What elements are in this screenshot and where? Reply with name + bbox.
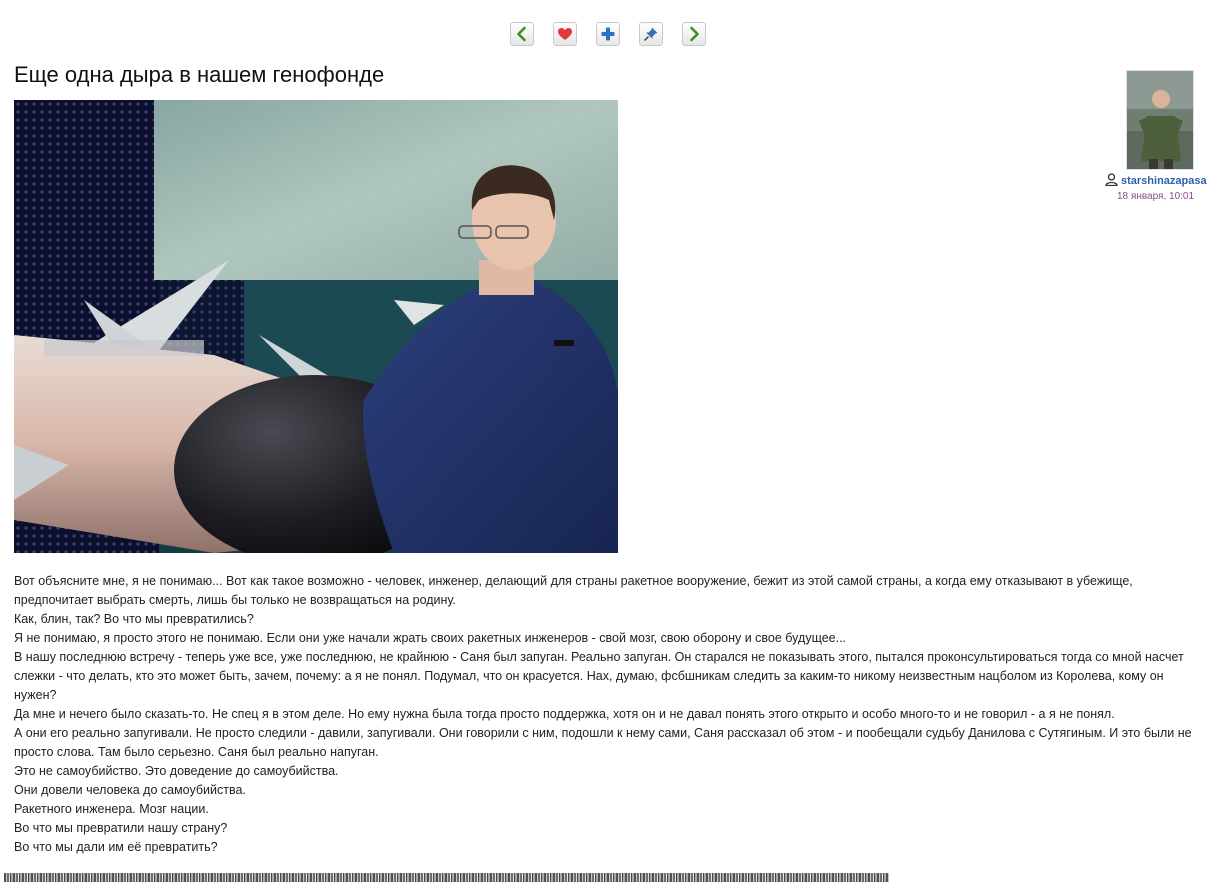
- paragraph: Да мне и нечего было сказать-то. Не спец я в этом деле. Но ему нужна была тогда просто поддержка, хотя он и не давал понять этого открыто и особо много-то и не говорил - а я не понял.: [14, 707, 1115, 721]
- previous-post-button[interactable]: [510, 22, 534, 46]
- post-title: Еще одна дыра в нашем генофонде: [14, 62, 385, 87]
- paragraph: Во что мы дали им её превратить?: [14, 840, 218, 854]
- pin-post-button[interactable]: [639, 22, 663, 46]
- plus-icon: [600, 26, 616, 42]
- paragraph: Ракетного инженера. Мозг нации.: [14, 802, 209, 816]
- paragraph: Это не самоубийство. Это доведение до самоубийства.: [14, 764, 339, 778]
- paragraph: Как, блин, так? Во что мы превратились?: [14, 612, 254, 626]
- paragraph: Во что мы превратили нашу страну?: [14, 821, 228, 835]
- arrow-left-icon: [514, 26, 530, 42]
- next-post-button[interactable]: [682, 22, 706, 46]
- heart-icon: [557, 26, 573, 42]
- paragraph: Я не понимаю, я просто этого не понимаю. Если они уже начали жрать своих ракетных инженеров - свой мозг, свою оборону и свое будущее...: [14, 631, 847, 645]
- avatar[interactable]: [1126, 70, 1194, 170]
- add-to-favorites-button[interactable]: [553, 22, 577, 46]
- paragraph: А они его реально запугивали. Не просто следили - давили, запугивали. Они говорили с ним, подошли к нему сами, Саня рассказал об этом - и пообещали судьбу Данилова с Сутягиным. И это были не просто слова. Там было серьезно. Саня был реально напуган.: [14, 726, 1192, 759]
- author-link[interactable]: [1105, 173, 1207, 189]
- post-photo: [14, 100, 618, 553]
- post-date: 18 января, 10:01: [1117, 191, 1195, 202]
- paragraph: Они довели человека до самоубийства.: [14, 783, 246, 797]
- post-body: [14, 572, 1209, 857]
- post-navigation-toolbar: [510, 22, 710, 48]
- distorted-footer-line: [4, 873, 889, 882]
- add-friend-button[interactable]: [596, 22, 620, 46]
- pin-icon: [643, 26, 659, 42]
- author-name: starshinazapasa: [1121, 175, 1207, 187]
- paragraph: Вот объясните мне, я не понимаю... Вот как такое возможно - человек, инженер, делающий для страны ракетное вооружение, бежит из этой самой страны, а когда ему отказывают в убежище, предпочитает выбрать смерть, лишь бы только не возвращаться на родину.: [14, 574, 1133, 607]
- user-icon: [1105, 173, 1118, 189]
- arrow-right-icon: [686, 26, 702, 42]
- paragraph: В нашу последнюю встречу - теперь уже все, уже последнюю, не крайнюю - Саня был запуган. Реально запуган. Он старался не показывать этого, пытался проконсультироваться тогда со мной насчет слежки - что делать, кто это может быть, зачем, почему: а я не понял. Подумал, что он красуется. Нах, думаю, фсбшникам следить за каким-то никому неизвестным нацболом из Королева, кому он нужен?: [14, 650, 1184, 702]
